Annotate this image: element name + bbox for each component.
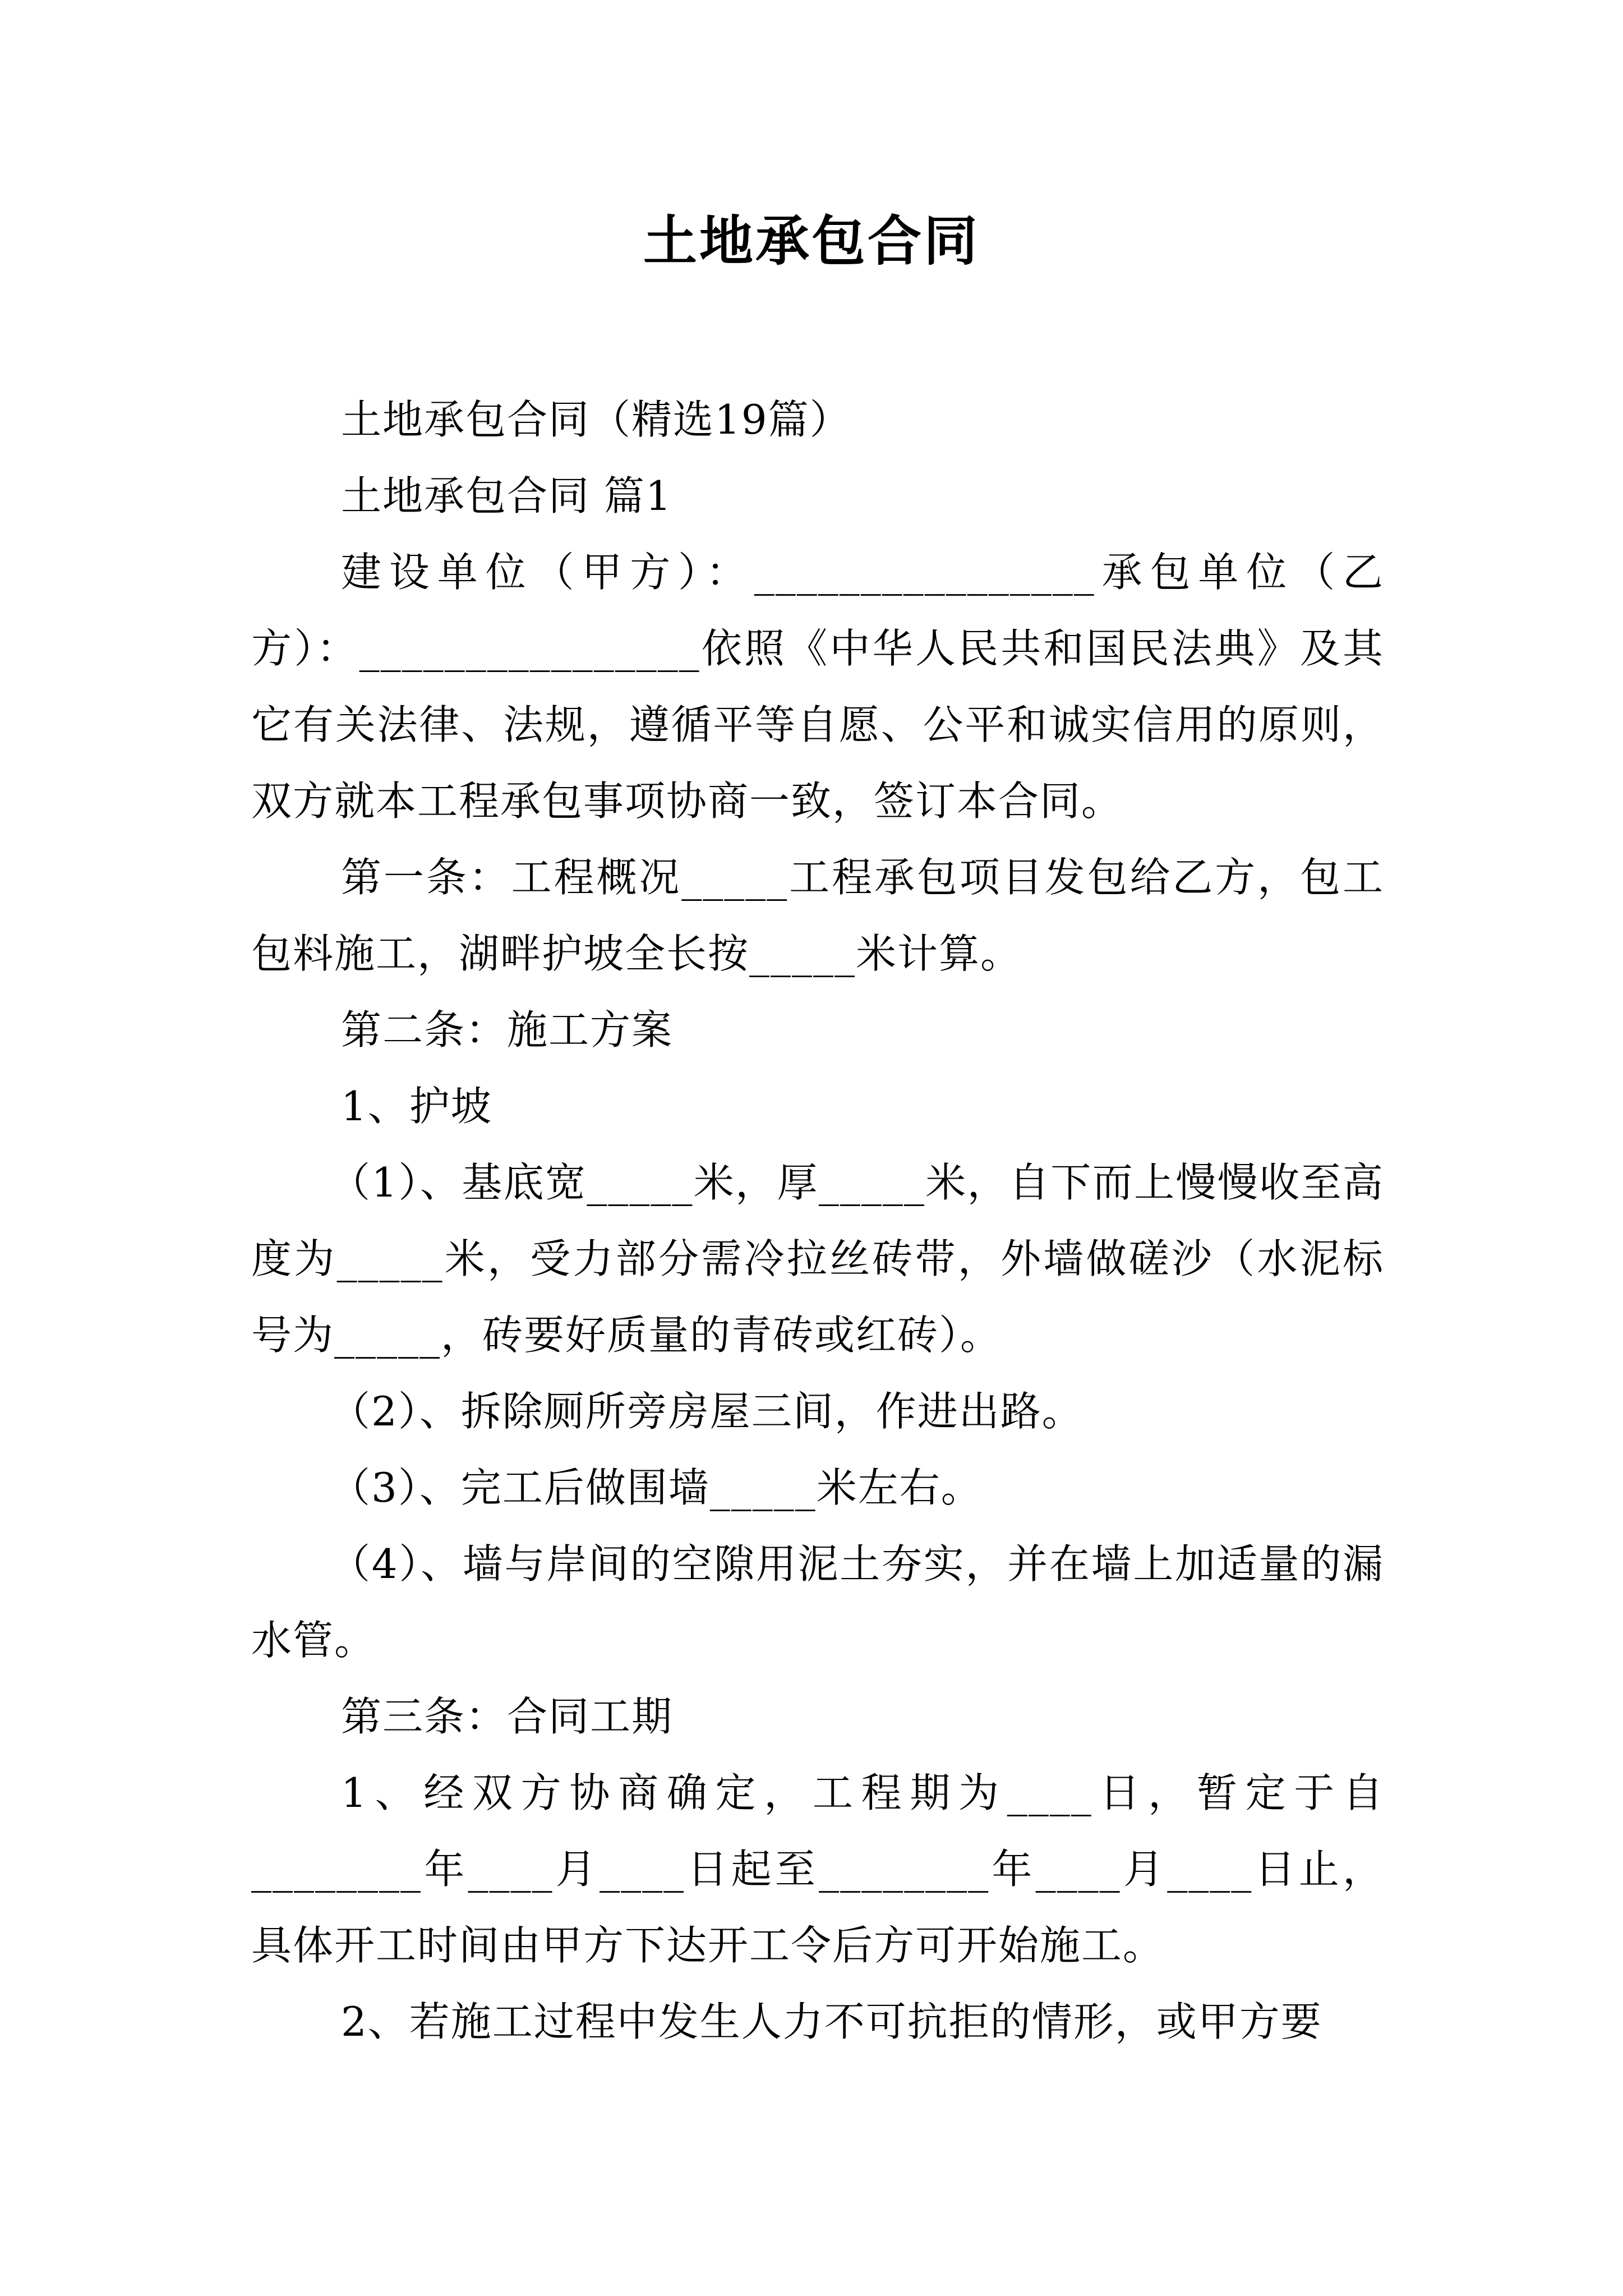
paragraph-article-2-heading: 第二条：施工方案	[341, 1006, 674, 1053]
paragraph-term-1: 1、经双方协商确定，工程期为____日，暂定于自________年____月____日起至________年____月____日止，具体开工时间由甲方下达开工令后方可开始施工。	[251, 1769, 1384, 1969]
document-body	[251, 381, 1384, 2060]
paragraph-subitem-4: （4）、墙与岸间的空隙用泥土夯实，并在墙上加适量的漏水管。	[251, 1540, 1384, 1664]
paragraph-subitem-1: （1）、基底宽_____米，厚_____米，自下而上慢慢收至高度为_____米，受力部分需冷拉丝砖带，外墙做磋沙（水泥标号为_____，砖要好质量的青砖或红砖）。	[251, 1159, 1384, 1359]
paragraph-article-3-heading: 第三条：合同工期	[341, 1693, 674, 1740]
paragraph-term-2: 2、若施工过程中发生人力不可抗拒的情形，或甲方要	[341, 1998, 1322, 2045]
paragraph-subitem-2: （2）、拆除厕所旁房屋三间，作进出路。	[330, 1388, 1083, 1435]
paragraph-section-heading: 土地承包合同 篇1	[341, 472, 672, 519]
paragraph-subitem-3: （3）、完工后做围墙_____米左右。	[330, 1464, 983, 1511]
paragraph-item-1: 1、护坡	[341, 1083, 492, 1130]
paragraph-article-1: 第一条：工程概况_____工程承包项目发包给乙方，包工包料施工，湖畔护坡全长按_____米计算。	[251, 854, 1384, 977]
paragraph-subtitle: 土地承包合同（精选19篇）	[341, 396, 851, 443]
paragraph-parties: 建设单位（甲方）：________________承包单位（乙方）：________________依照《中华人民共和国民法典》及其它有关法律、法规，遵循平等自愿、公平和诚实信用的原则，双方就本工程承包事项协商一致，签订本合同。	[251, 549, 1384, 825]
document-title: 土地承包合同	[643, 209, 980, 273]
